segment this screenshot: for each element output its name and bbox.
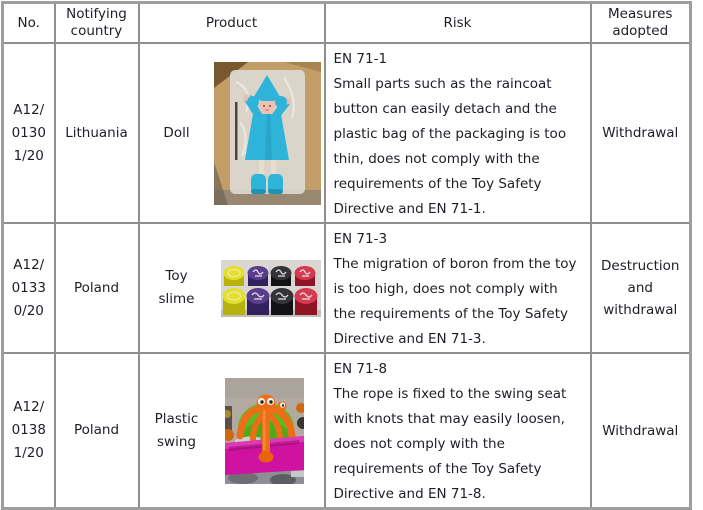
alert-number-line: 0/20 (13, 302, 44, 319)
measures-line: Destruction (601, 258, 680, 274)
alert-number-cell (3, 223, 55, 353)
risk-line: button can easily detach and the (333, 101, 557, 117)
product-name (140, 122, 214, 145)
table-row (3, 43, 691, 223)
alert-number-line: A12/ (13, 399, 45, 415)
risk-line: EN 71-3 (333, 231, 388, 247)
product-name-line: Doll (163, 124, 190, 141)
column-header-no: No. (3, 3, 55, 44)
product-cell-content (140, 260, 324, 317)
alert-number-line: 0133 (11, 279, 46, 296)
alert-number-cell (3, 353, 55, 509)
risk-line: Directive and EN 71-3. (333, 331, 486, 347)
doll-photo (214, 62, 321, 205)
risk-line: The rope is fixed to the swing seat (333, 386, 567, 402)
product-cell-content (140, 378, 324, 484)
country-name: Poland (73, 422, 120, 438)
measures-cell (591, 353, 691, 509)
column-header-measures-adopted: Measures adopted (591, 3, 691, 44)
measures-cell (591, 43, 691, 223)
country-name: Poland (73, 279, 120, 296)
risk-line: requirements of the Toy Safety (333, 461, 542, 477)
risk-line: The migration of boron from the toy (333, 256, 577, 272)
country-cell (55, 223, 139, 353)
table-row (3, 223, 691, 353)
risk-line: with knots that may easily loosen, (333, 411, 565, 427)
alert-number-line: 0130 (11, 124, 46, 141)
risk-line: thin, does not comply with the (333, 151, 540, 167)
country-name: Lithuania (65, 124, 128, 141)
country-cell (55, 353, 139, 509)
risk-line: is too high, does not comply with (333, 281, 558, 297)
risk-line: plastic bag of the packaging is too (333, 126, 567, 142)
alert-number-line: 0138 (11, 422, 46, 438)
product-name-line: slime (158, 291, 195, 307)
risk-cell (325, 353, 591, 509)
product-name (140, 408, 214, 454)
measures-cell (591, 223, 691, 353)
product-cell (139, 353, 325, 509)
risk-line: Directive and EN 71-1. (333, 201, 486, 217)
measures-line: Withdrawal (602, 422, 679, 439)
risk-line: the requirements of the Toy Safety (333, 306, 568, 322)
risk-cell (325, 43, 591, 223)
header-row (3, 3, 691, 44)
risk-line: EN 71-8 (333, 361, 388, 377)
product-name-line: Plastic (154, 410, 199, 427)
plastic-swing-photo (225, 378, 304, 484)
risk-line: Directive and EN 71-8. (333, 486, 486, 502)
column-header-risk: Risk (325, 3, 591, 44)
measures-line: withdrawal (603, 302, 678, 318)
column-header-product: Product (139, 3, 325, 44)
product-name (140, 265, 214, 311)
product-name-line: Toy (165, 268, 188, 284)
measures-line: Withdrawal (602, 125, 679, 141)
product-cell (139, 223, 325, 353)
table-row (3, 353, 691, 509)
alert-number-line: A12/ (13, 256, 45, 273)
measures-line: and (627, 280, 653, 296)
alert-number-line: A12/ (13, 101, 45, 118)
column-header-notifying-country: Notifying country (55, 3, 139, 44)
product-cell-content (140, 62, 324, 205)
toy-slime-photo (221, 260, 321, 317)
product-name-line: swing (157, 433, 196, 450)
risk-line: Small parts such as the raincoat (333, 76, 552, 92)
risk-line: does not comply with the (333, 436, 505, 452)
risk-line: requirements of the Toy Safety (333, 176, 542, 192)
alert-number-line: 1/20 (13, 445, 44, 461)
country-cell (55, 43, 139, 223)
product-alerts-table (1, 1, 692, 510)
risk-cell (325, 223, 591, 353)
alert-number-cell (3, 43, 55, 223)
risk-line: EN 71-1 (333, 51, 388, 67)
product-cell (139, 43, 325, 223)
alert-number-line: 1/20 (13, 147, 44, 164)
